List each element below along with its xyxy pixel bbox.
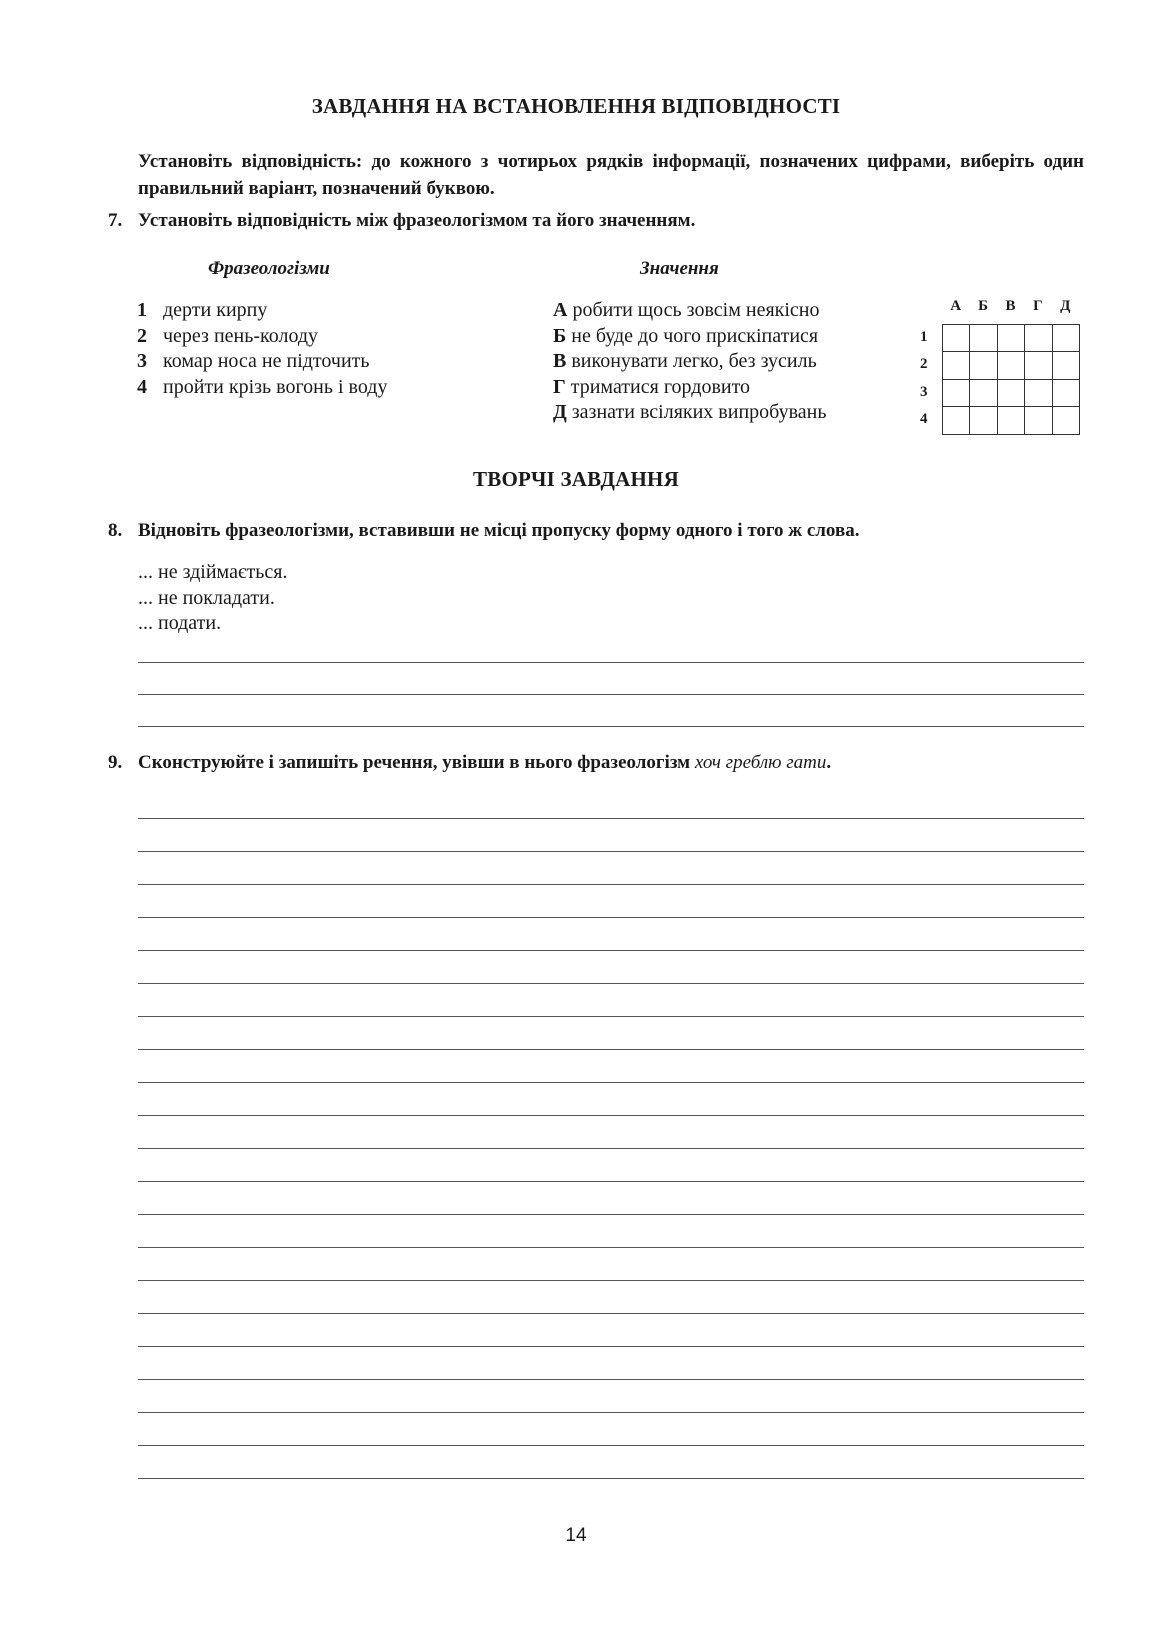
section-title-matching: ЗАВДАННЯ НА ВСТАНОВЛЕННЯ ВІДПОВІДНОСТІ xyxy=(311,94,841,118)
answer-line[interactable] xyxy=(138,1181,1084,1182)
grid-col-label: Г xyxy=(1033,298,1043,314)
task-8-number: 8. xyxy=(108,520,123,541)
section-title-creative: ТВОРЧІ ЗАВДАННЯ xyxy=(473,467,679,491)
answer-grid-row xyxy=(943,379,1080,406)
answer-cell[interactable] xyxy=(997,379,1024,406)
task-8-text: Відновіть фразеологізми, вставивши не місці пропуску форму одного і того ж слова. xyxy=(138,520,860,541)
fill-item: ... не покладати. xyxy=(138,586,275,609)
grid-col-label: Д xyxy=(1060,298,1071,314)
task-7-text: Установіть відповідність між фразеологізмом та його значенням. xyxy=(138,210,696,231)
answer-line[interactable] xyxy=(138,1115,1084,1116)
answer-line[interactable] xyxy=(138,1478,1084,1479)
matching-instruction: Установіть відповідність: до кожного з чотирьох рядків інформації, позначених цифрами, виберіть один правильний варіант, позначений буквою. xyxy=(138,151,1084,199)
task-8-question xyxy=(108,520,1088,542)
answer-cell[interactable] xyxy=(1052,352,1079,379)
answer-cell[interactable] xyxy=(943,352,970,379)
answer-cell[interactable] xyxy=(1025,407,1052,434)
meaning-item: В виконувати легко, без зусиль xyxy=(553,350,817,372)
meaning-item: Г триматися гордовито xyxy=(553,375,751,398)
phrase-item: 3 комар носа не підточить xyxy=(137,350,370,372)
answer-line[interactable] xyxy=(138,1280,1084,1281)
answer-line[interactable] xyxy=(138,1148,1084,1149)
answer-line[interactable] xyxy=(138,1346,1084,1347)
answer-line[interactable] xyxy=(138,818,1084,819)
answer-line[interactable] xyxy=(138,1049,1084,1050)
answer-cell[interactable] xyxy=(970,379,997,406)
answer-line[interactable] xyxy=(138,726,1084,727)
phrase-item: 1 дерти кирпу xyxy=(137,299,268,321)
answer-line[interactable] xyxy=(138,1247,1084,1248)
answer-grid-row xyxy=(943,325,1080,352)
answer-cell[interactable] xyxy=(1025,325,1052,352)
answer-cell[interactable] xyxy=(997,407,1024,434)
answer-line[interactable] xyxy=(138,662,1084,663)
phrase-item: 2 через пень-колоду xyxy=(137,324,319,347)
answer-line[interactable] xyxy=(138,950,1084,951)
task-9-number: 9. xyxy=(108,752,123,773)
task-7-number: 7. xyxy=(108,210,123,231)
answer-cell[interactable] xyxy=(970,407,997,434)
meaning-item: Д зазнати всіляких випробувань xyxy=(553,401,827,423)
answer-cell[interactable] xyxy=(1025,352,1052,379)
meaning-item: Б не буде до чого прискіпатися xyxy=(553,324,819,347)
answer-line[interactable] xyxy=(138,983,1084,984)
answer-line[interactable] xyxy=(138,1082,1084,1083)
answer-cell[interactable] xyxy=(1052,407,1079,434)
answer-line[interactable] xyxy=(138,917,1084,918)
answer-cell[interactable] xyxy=(943,379,970,406)
answer-cell[interactable] xyxy=(997,325,1024,352)
answer-cell[interactable] xyxy=(970,325,997,352)
fill-item: ... не здіймається. xyxy=(138,561,288,583)
grid-col-label: Б xyxy=(978,298,989,314)
task-9-text: Сконструюйте і запишіть речення, увівши в нього фразеологізм xyxy=(138,752,695,773)
answer-grid-row-labels xyxy=(920,324,928,434)
grid-col-label: В xyxy=(1005,298,1016,314)
phrases-column-title: Фразеологізми xyxy=(208,258,330,279)
answer-line[interactable] xyxy=(138,1379,1084,1380)
answer-line[interactable] xyxy=(138,694,1084,695)
task-7-question xyxy=(108,210,1088,232)
answer-cell[interactable] xyxy=(1025,379,1052,406)
answer-line[interactable] xyxy=(138,1412,1084,1413)
grid-row-label: 3 xyxy=(920,383,928,400)
meanings-list xyxy=(553,298,826,426)
phrase-item: 4 пройти крізь вогонь і воду xyxy=(137,375,388,398)
fill-item: ... подати. xyxy=(138,612,222,634)
answer-grid-column-labels xyxy=(942,298,1079,315)
answer-line[interactable] xyxy=(138,1016,1084,1017)
meaning-item: А робити щось зовсім неякісно xyxy=(553,299,820,321)
page-number: 14 xyxy=(565,1525,587,1546)
answer-cell[interactable] xyxy=(997,352,1024,379)
meanings-column-title: Значення xyxy=(640,258,719,279)
grid-row-label: 4 xyxy=(920,411,928,428)
answer-line[interactable] xyxy=(138,884,1084,885)
answer-cell[interactable] xyxy=(970,352,997,379)
answer-line[interactable] xyxy=(138,1214,1084,1215)
answer-cell[interactable] xyxy=(1052,325,1079,352)
answer-cell[interactable] xyxy=(943,407,970,434)
answer-grid-row xyxy=(943,352,1080,379)
task-9-phrase: хоч греблю гати xyxy=(694,752,827,773)
answer-line[interactable] xyxy=(138,1313,1084,1314)
answer-grid-row xyxy=(943,407,1080,434)
grid-row-label: 1 xyxy=(920,329,928,345)
answer-line[interactable] xyxy=(138,851,1084,852)
answer-line[interactable] xyxy=(138,1445,1084,1446)
answer-cell[interactable] xyxy=(943,325,970,352)
task-9-question: 9. Сконструюйте і запишіть речення, увівши в нього фразеологізм хоч греблю гати. xyxy=(108,752,832,773)
phrases-list xyxy=(137,298,387,400)
task-8-items xyxy=(138,560,287,637)
answer-grid xyxy=(942,324,1080,435)
answer-cell[interactable] xyxy=(1052,379,1079,406)
grid-col-label: А xyxy=(950,298,962,314)
grid-row-label: 2 xyxy=(920,356,928,373)
